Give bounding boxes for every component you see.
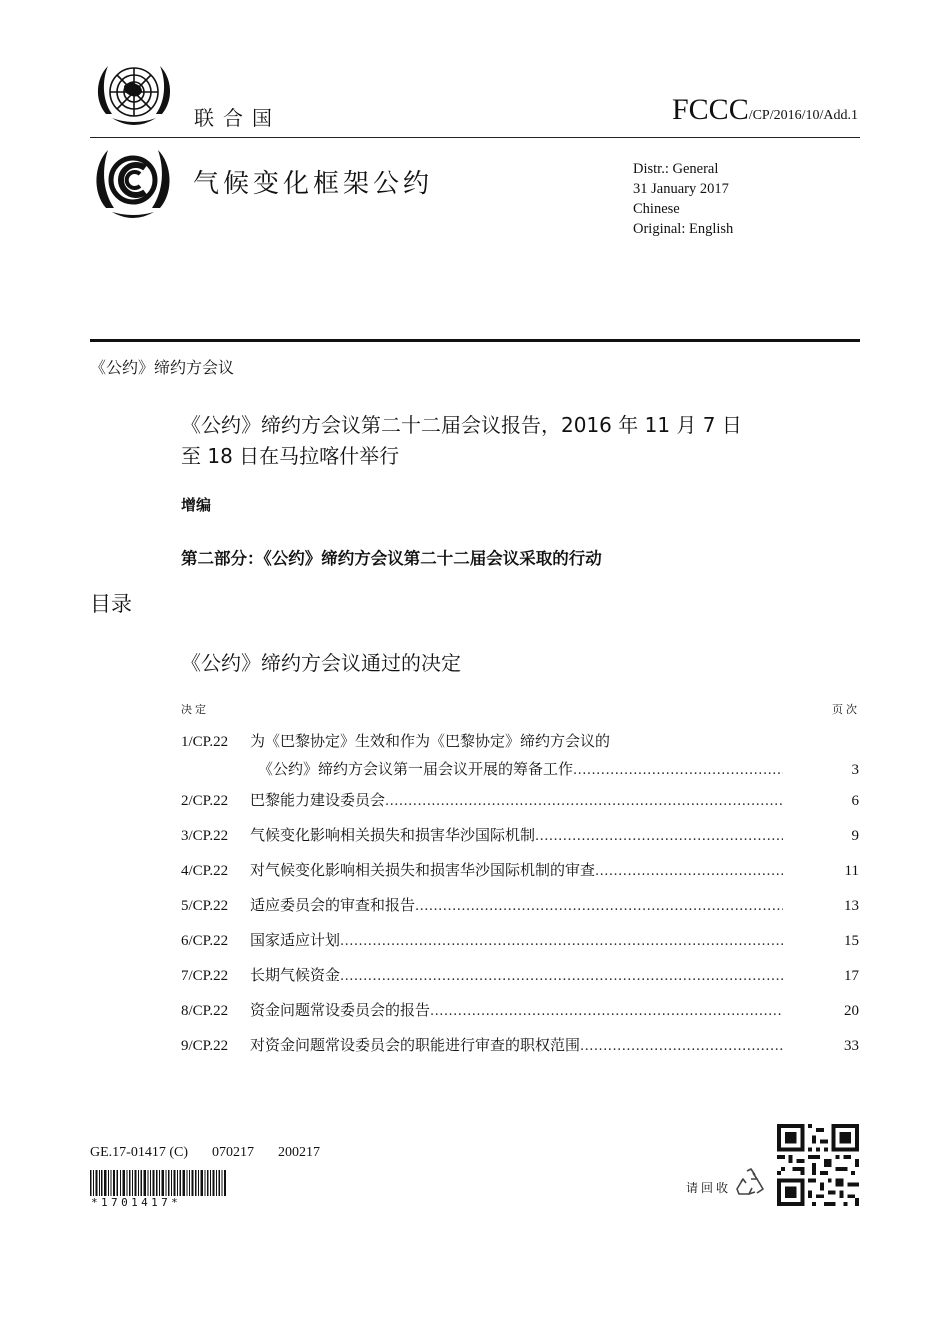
toc-entry-page: 3	[851, 762, 859, 778]
toc-entry-title: 资金问题常设委员会的报告	[250, 1001, 431, 1019]
toc-entry-page: 20	[844, 1003, 859, 1019]
un-emblem-icon	[90, 60, 178, 134]
toc-entry-title: 气候变化影响相关损失和损害华沙国际机制	[250, 826, 536, 844]
toc-entry-symbol: 1/CP.22	[181, 734, 229, 750]
header-rule	[90, 137, 860, 138]
qr-code-icon	[777, 1124, 859, 1206]
toc-dot-leader	[573, 763, 783, 778]
convention-name: 气候变化框架公约	[193, 169, 434, 199]
toc-entry-symbol: 4/CP.22	[181, 863, 229, 879]
toc-dot-leader	[595, 864, 783, 879]
title-rule	[90, 339, 860, 342]
contents-heading: 目录	[90, 592, 132, 616]
toc-entry-title: 对气候变化影响相关损失和损害华沙国际机制的审查	[250, 861, 596, 879]
toc-entry-page: 33	[844, 1038, 859, 1054]
toc-entry-symbol: 9/CP.22	[181, 1038, 229, 1054]
footer-date-2: 200217	[278, 1145, 320, 1160]
report-title	[181, 410, 801, 472]
toc-entry-symbol: 2/CP.22	[181, 793, 229, 809]
toc-entry-page: 15	[844, 933, 859, 949]
toc-dot-leader	[580, 1039, 783, 1054]
toc-entry-symbol: 7/CP.22	[181, 968, 229, 984]
toc-entry-title: 长期气候资金	[250, 966, 341, 984]
toc-dot-leader	[415, 899, 783, 914]
column-header-page: 页次	[832, 703, 860, 716]
toc-entry-page: 11	[844, 863, 859, 879]
distribution-date: 31 January 2017	[633, 181, 729, 197]
distribution-block	[633, 159, 733, 239]
distribution-language: Chinese	[633, 201, 680, 217]
addendum-label: 增编	[181, 496, 212, 514]
toc-entry[interactable]	[181, 730, 859, 789]
recycle-label: 请回收	[686, 1181, 732, 1195]
toc-entry-symbol: 3/CP.22	[181, 828, 229, 844]
toc-entry[interactable]	[181, 859, 859, 894]
toc-entry[interactable]	[181, 894, 859, 929]
barcode-text: *1701417*	[91, 1196, 182, 1209]
symbol-rest: /CP/2016/10/Add.1	[748, 108, 858, 123]
toc-entry[interactable]	[181, 1034, 859, 1069]
climate-convention-emblem-icon	[90, 146, 176, 220]
barcode-icon	[90, 1170, 226, 1196]
column-header-decision: 决定	[181, 703, 209, 716]
toc-dot-leader	[340, 969, 783, 984]
body-label: 《公约》缔约方会议	[90, 358, 235, 377]
toc-entry-page: 9	[851, 828, 859, 844]
toc-dot-leader	[535, 829, 783, 844]
recycle-icon	[735, 1167, 767, 1197]
toc-entry-page: 13	[844, 898, 859, 914]
toc-entry-title-line-1: 为《巴黎协定》生效和作为《巴黎协定》缔约方会议的	[250, 732, 611, 750]
table-of-contents	[181, 730, 859, 1069]
toc-entry-title: 国家适应计划	[250, 931, 341, 949]
toc-dot-leader	[385, 794, 783, 809]
toc-entry-title: 适应委员会的审查和报告	[250, 896, 416, 914]
toc-dot-leader	[340, 934, 783, 949]
distribution-type: Distr.: General	[633, 161, 719, 177]
toc-entry-title: 巴黎能力建设委员会	[250, 791, 386, 809]
toc-entry-symbol: 8/CP.22	[181, 1003, 229, 1019]
footer-job-info	[90, 1145, 344, 1161]
report-title-line-1: 《公约》缔约方会议第二十二届会议报告，2016 年 11 月 7 日	[181, 413, 742, 437]
distribution-original: Original: English	[633, 221, 734, 237]
toc-entry-symbol: 5/CP.22	[181, 898, 229, 914]
toc-entry-page: 17	[844, 968, 859, 984]
toc-entry[interactable]	[181, 824, 859, 859]
report-title-line-2: 至 18 日在马拉喀什举行	[181, 444, 400, 468]
org-name: 联合国	[194, 106, 281, 130]
toc-entry[interactable]	[181, 999, 859, 1034]
part-title: 第二部分：《公约》缔约方会议第二十二届会议采取的行动	[181, 549, 602, 568]
toc-entry-symbol: 6/CP.22	[181, 933, 229, 949]
toc-entry[interactable]	[181, 929, 859, 964]
job-number: GE.17-01417 (C)	[90, 1145, 188, 1160]
toc-entry[interactable]	[181, 789, 859, 824]
toc-entry-title: 对资金问题常设委员会的职能进行审查的职权范围	[250, 1036, 581, 1054]
symbol-main: FCCC	[671, 93, 749, 126]
toc-entry[interactable]	[181, 964, 859, 999]
toc-dot-leader	[430, 1004, 783, 1019]
toc-entry-title: 《公约》缔约方会议第一届会议开展的筹备工作	[258, 760, 574, 778]
section-heading: 《公约》缔约方会议通过的决定	[181, 651, 461, 675]
document-symbol	[672, 93, 858, 127]
footer-date-1: 070217	[212, 1145, 254, 1160]
toc-entry-page: 6	[851, 793, 859, 809]
